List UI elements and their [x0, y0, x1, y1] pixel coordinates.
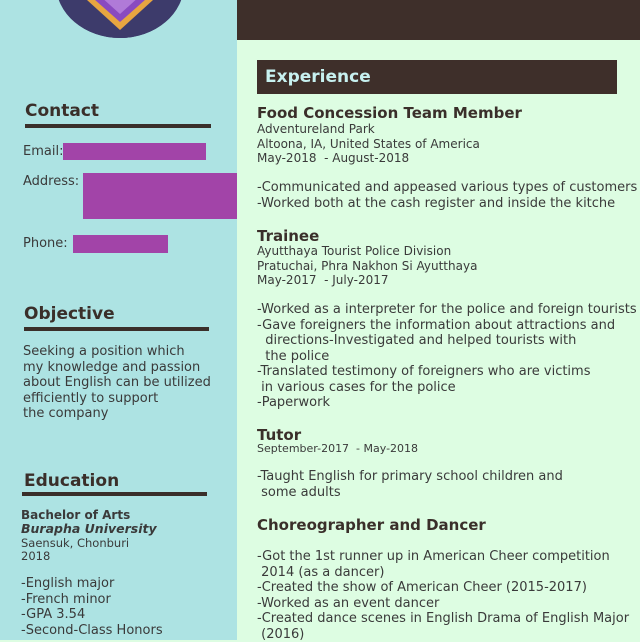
job-bullets: -Communicated and appeased various types of customers -Worked both at the cash register and inside the kitche: [257, 180, 638, 211]
job-meta: Ayutthaya Tourist Police Division Pratuchai, Phra Nakhon Si Ayutthaya May-2017 - July-2017: [257, 244, 478, 287]
school-location: Saensuk, Chonburi: [21, 536, 130, 550]
education-details: -English major -French minor -GPA 3.54 -Second-Class Honors: [21, 576, 163, 638]
experience-heading: Experience: [265, 67, 371, 87]
contact-divider: [25, 124, 211, 128]
objective-text: Seeking a position which my knowledge and passion about English can be utilized efficiently to support the company: [23, 344, 211, 421]
job-bullets: -Got the 1st runner up in American Cheer competition 2014 (as a dancer) -Created the show of American Cheer (2015-2017) -Worked as an event dancer -Created dance scenes in English Drama of English Major (2016): [257, 549, 630, 642]
job-title: Trainee: [257, 227, 320, 245]
objective-heading: Objective: [24, 304, 115, 324]
degree: Bachelor of Arts: [21, 508, 131, 522]
job-bullets: -Taught English for primary school children and some adults: [257, 469, 563, 500]
experience-header-bar: [257, 60, 617, 94]
address-redaction: [83, 173, 237, 219]
phone-label: Phone:: [23, 236, 68, 251]
contact-heading: Contact: [25, 101, 100, 121]
job-title: Food Concession Team Member: [257, 104, 522, 122]
address-label: Address:: [23, 174, 80, 189]
job-title: Tutor: [257, 426, 302, 444]
objective-divider: [24, 327, 209, 331]
phone-redaction: [73, 235, 168, 253]
job-title: Choreographer and Dancer: [257, 516, 486, 534]
email-redaction: [63, 143, 206, 160]
school-name: Burapha University: [21, 521, 157, 536]
education-heading: Education: [24, 471, 120, 491]
email-label: Email:: [23, 144, 64, 159]
education-divider: [22, 492, 207, 496]
job-meta: September-2017 - May-2018: [257, 442, 419, 455]
job-meta: Adventureland Park Altoona, IA, United States of America May-2018 - August-2018: [257, 122, 480, 165]
graduation-year: 2018: [21, 549, 51, 563]
job-bullets: -Worked as a interpreter for the police and foreign tourists -Gave foreigners the information about attractions and directions-Investigated and helped tourists with the police -Translated testimony of foreigners who are victims in various cases for the police -Paperwork: [257, 302, 637, 410]
top-header-bar: [237, 0, 640, 40]
